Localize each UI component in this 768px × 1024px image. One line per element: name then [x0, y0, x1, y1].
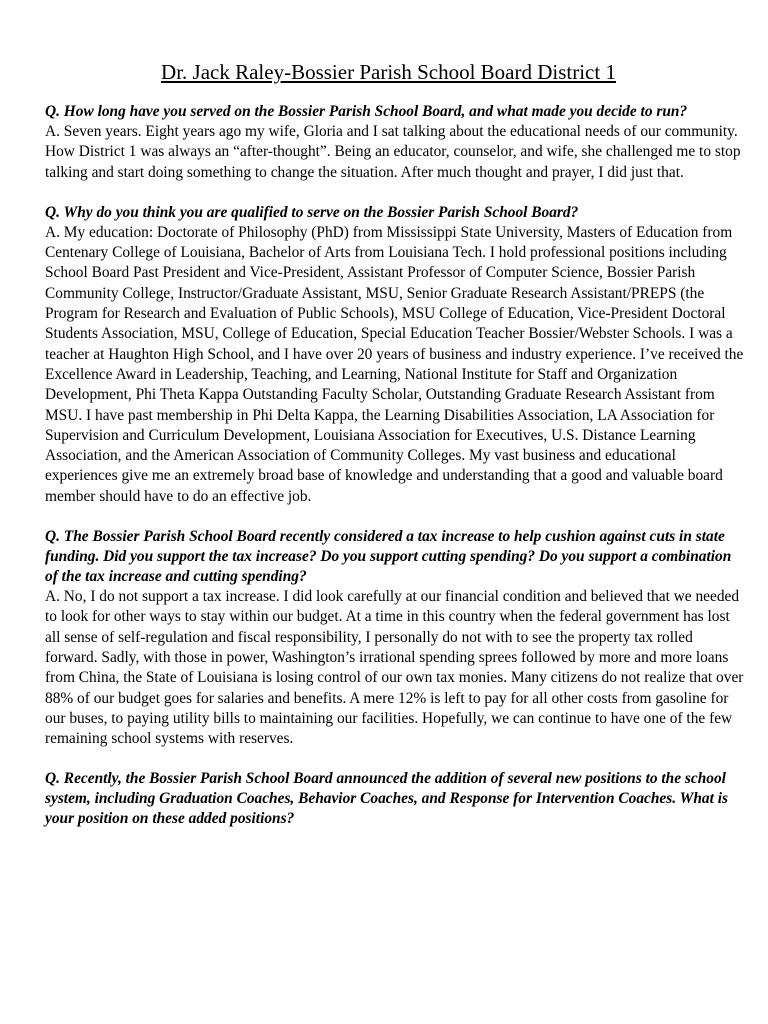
question-1: Q. How long have you served on the Bossier Parish School Board, and what made you decide to run? [45, 103, 688, 120]
qa-block-2 [45, 203, 744, 507]
qa-block-3 [45, 527, 744, 749]
document-title: Dr. Jack Raley-Bossier Parish School Board District 1 [161, 60, 616, 84]
question-4: Q. Recently, the Bossier Parish School Board announced the addition of several new positions to the school system, including Graduation Coaches, Behavior Coaches, and Response for Intervention Coaches. What is your position on these added positions? [45, 770, 728, 828]
qa-block-1 [45, 102, 744, 183]
answer-2: A. My education: Doctorate of Philosophy (PhD) from Mississippi State University, Masters of Education from Centenary College of Louisiana, Bachelor of Arts from Louisiana Tech. I hold professional positions including School Board Past President and Vice-President, Assistant Professor of Computer Science, Bossier Parish Community College, Instructor/Graduate Assistant, MSU, Senior Graduate Research Assistant/PREPS (the Program for Research and Evaluation of Public Schools), MSU College of Education, Vice-President Doctoral Students Association, MSU, College of Education, Special Education Teacher Bossier/Webster Schools. I was a teacher at Haughton High School, and I have over 20 years of business and industry experience. I’ve received the Excellence Award in Leadership, Teaching, and Learning, National Institute for Staff and Organization Development, Phi Theta Kappa Outstanding Faculty Scholar, Outstanding Graduate Research Assistant from MSU. I have past membership in Phi Delta Kappa, the Learning Disabilities Association, LA Association for Supervision and Curriculum Development, Louisiana Association for Executives, U.S. Distance Learning Association, and the American Association of Community Colleges. My vast business and educational experiences give me an extremely broad base of knowledge and understanding that a good and valuable board member should have to do an effective job. [45, 223, 744, 505]
answer-3: A. No, I do not support a tax increase. I did look carefully at our financial condition and believed that we needed to look for other ways to stay within our budget. At a time in this country when the federal government has lost all sense of self-regulation and fiscal responsibility, I personally do not with to see the property tax rolled forward. Sadly, with those in power, Washington’s irrational spending sprees followed by more and more loans from China, the State of Louisiana is losing control of our own tax monies. Many citizens do not realize that over 88% of our budget goes for salaries and benefits. A mere 12% is left to pay for all other costs from gasoline for our buses, to paying utility bills to maintaining our facilities. Hopefully, we can continue to have one of the few remaining school systems with reserves. [45, 588, 744, 748]
question-2: Q. Why do you think you are qualified to serve on the Bossier Parish School Board? [45, 203, 579, 221]
question-3: Q. The Bossier Parish School Board recently considered a tax increase to help cushion against cuts in state funding. Did you support the tax increase? Do you support cutting spending? Do you support a combination of the tax increase and cutting spending? [45, 528, 732, 586]
qa-block-4 [45, 769, 744, 829]
answer-1: A. Seven years. Eight years ago my wife, Gloria and I sat talking about the educational needs of our community. How District 1 was always an “after-thought”. Being an educator, counselor, and wife, she challenged me to stop talking and start doing something to change the situation. After much thought and prayer, I did just that. [45, 123, 741, 181]
